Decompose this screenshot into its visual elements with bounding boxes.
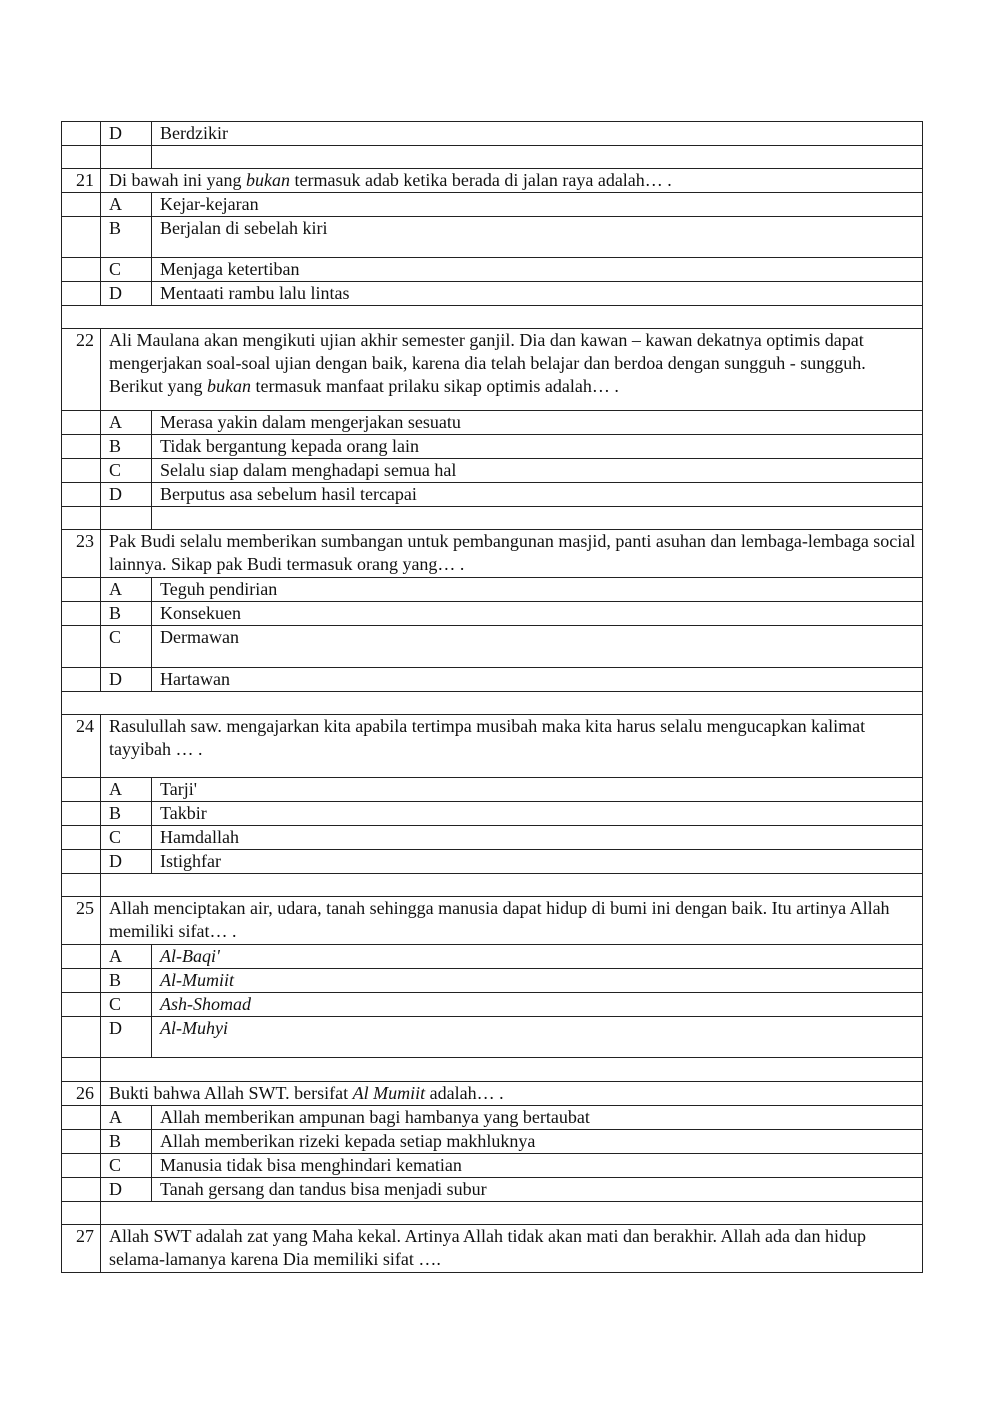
option-letter: D bbox=[101, 483, 152, 507]
option-letter: A bbox=[101, 193, 152, 217]
spacer-row bbox=[62, 1202, 923, 1225]
option-text: Takbir bbox=[152, 802, 923, 826]
option-row bbox=[62, 435, 923, 459]
option-letter: C bbox=[101, 258, 152, 282]
option-text: Berputus asa sebelum hasil tercapai bbox=[152, 483, 923, 507]
option-text: Hartawan bbox=[152, 668, 923, 692]
option-letter: B bbox=[101, 969, 152, 993]
option-letter: C bbox=[101, 993, 152, 1017]
option-row bbox=[62, 193, 923, 217]
option-text: Allah memberikan ampunan bagi hambanya yang bertaubat bbox=[152, 1106, 923, 1130]
option-row bbox=[62, 969, 923, 993]
option-letter: D bbox=[101, 282, 152, 306]
option-row bbox=[62, 217, 923, 258]
emphasis-text: bukan bbox=[206, 376, 251, 396]
question-row-21 bbox=[62, 169, 923, 193]
option-letter: B bbox=[101, 217, 152, 258]
option-letter: A bbox=[101, 1106, 152, 1130]
option-text: Al-Mumiit bbox=[152, 969, 923, 993]
question-number: 24 bbox=[62, 715, 101, 778]
option-row bbox=[62, 626, 923, 668]
option-row bbox=[62, 578, 923, 602]
option-letter: D bbox=[101, 668, 152, 692]
option-row bbox=[62, 1178, 923, 1202]
option-row bbox=[62, 802, 923, 826]
question-number: 22 bbox=[62, 329, 101, 411]
option-text: Berdzikir bbox=[152, 122, 923, 146]
option-text: Tanah gersang dan tandus bisa menjadi subur bbox=[152, 1178, 923, 1202]
option-text: Dermawan bbox=[152, 626, 923, 668]
option-row bbox=[62, 122, 923, 146]
option-row bbox=[62, 602, 923, 626]
option-letter: A bbox=[101, 411, 152, 435]
option-text: Al-Baqi' bbox=[152, 945, 923, 969]
question-number: 21 bbox=[62, 169, 101, 193]
option-letter: D bbox=[101, 122, 152, 146]
option-letter: C bbox=[101, 1154, 152, 1178]
option-row bbox=[62, 993, 923, 1017]
question-row-26 bbox=[62, 1082, 923, 1106]
option-row bbox=[62, 778, 923, 802]
question-number: 26 bbox=[62, 1082, 101, 1106]
option-row bbox=[62, 459, 923, 483]
option-row bbox=[62, 826, 923, 850]
spacer-row bbox=[62, 306, 923, 329]
question-text: Di bawah ini yang bukan termasuk adab ketika berada di jalan raya adalah… . bbox=[101, 169, 923, 193]
option-letter: B bbox=[101, 1130, 152, 1154]
option-letter: A bbox=[101, 578, 152, 602]
option-row bbox=[62, 1017, 923, 1058]
spacer-row bbox=[62, 1058, 923, 1082]
option-text: Menjaga ketertiban bbox=[152, 258, 923, 282]
quiz-table bbox=[61, 121, 923, 1273]
option-row bbox=[62, 850, 923, 874]
option-letter: D bbox=[101, 850, 152, 874]
option-row bbox=[62, 483, 923, 507]
option-row bbox=[62, 1130, 923, 1154]
question-number: 25 bbox=[62, 897, 101, 945]
option-text: Merasa yakin dalam mengerjakan sesuatu bbox=[152, 411, 923, 435]
question-text: Rasulullah saw. mengajarkan kita apabila tertimpa musibah maka kita harus selalu mengucapkan kalimat tayyibah … . bbox=[101, 715, 923, 778]
question-row-23 bbox=[62, 530, 923, 578]
option-text: Selalu siap dalam menghadapi semua hal bbox=[152, 459, 923, 483]
option-letter: D bbox=[101, 1017, 152, 1058]
option-text: Manusia tidak bisa menghindari kematian bbox=[152, 1154, 923, 1178]
option-row bbox=[62, 1154, 923, 1178]
question-number: 23 bbox=[62, 530, 101, 578]
emphasis-text: Al Mumiit bbox=[352, 1083, 426, 1103]
option-letter: C bbox=[101, 459, 152, 483]
option-row bbox=[62, 282, 923, 306]
question-row-27 bbox=[62, 1225, 923, 1273]
question-text: Pak Budi selalu memberikan sumbangan untuk pembangunan masjid, panti asuhan dan lembaga-lembaga social lainnya. Sikap pak Budi termasuk orang yang… . bbox=[101, 530, 923, 578]
option-text: Hamdallah bbox=[152, 826, 923, 850]
spacer-row bbox=[62, 507, 923, 530]
spacer-row bbox=[62, 692, 923, 715]
option-text: Teguh pendirian bbox=[152, 578, 923, 602]
question-text: Bukti bahwa Allah SWT. bersifat Al Mumiit adalah… . bbox=[101, 1082, 923, 1106]
option-row bbox=[62, 945, 923, 969]
option-letter: C bbox=[101, 826, 152, 850]
question-text: Ali Maulana akan mengikuti ujian akhir semester ganjil. Dia dan kawan – kawan dekatnya optimis dapat mengerjakan soal-soal ujian dengan baik, karena dia telah belajar dan berdoa dengan sungguh - sungguh. Berikut yang bukan termasuk manfaat prilaku sikap optimis adalah… . bbox=[101, 329, 923, 411]
option-text: Tarji' bbox=[152, 778, 923, 802]
option-letter: D bbox=[101, 1178, 152, 1202]
question-text: Allah SWT adalah zat yang Maha kekal. Artinya Allah tidak akan mati dan berakhir. Allah ada dan hidup selama-lamanya karena Dia memiliki sifat …. bbox=[101, 1225, 923, 1273]
option-text: Berjalan di sebelah kiri bbox=[152, 217, 923, 258]
option-letter: B bbox=[101, 802, 152, 826]
option-text: Ash-Shomad bbox=[152, 993, 923, 1017]
option-text: Al-Muhyi bbox=[152, 1017, 923, 1058]
option-letter: C bbox=[101, 626, 152, 668]
option-row bbox=[62, 1106, 923, 1130]
option-text: Istighfar bbox=[152, 850, 923, 874]
option-text: Tidak bergantung kepada orang lain bbox=[152, 435, 923, 459]
option-text: Allah memberikan rizeki kepada setiap makhluknya bbox=[152, 1130, 923, 1154]
question-row-24 bbox=[62, 715, 923, 778]
spacer-row bbox=[62, 146, 923, 169]
option-letter: B bbox=[101, 435, 152, 459]
question-number: 27 bbox=[62, 1225, 101, 1273]
spacer-row bbox=[62, 874, 923, 897]
number-cell bbox=[62, 122, 101, 146]
option-letter: A bbox=[101, 778, 152, 802]
question-row-25 bbox=[62, 897, 923, 945]
option-text: Mentaati rambu lalu lintas bbox=[152, 282, 923, 306]
question-row-22 bbox=[62, 329, 923, 411]
option-letter: A bbox=[101, 945, 152, 969]
option-row bbox=[62, 668, 923, 692]
option-row bbox=[62, 411, 923, 435]
question-text: Allah menciptakan air, udara, tanah sehingga manusia dapat hidup di bumi ini dengan baik. Itu artinya Allah memiliki sifat… . bbox=[101, 897, 923, 945]
option-text: Konsekuen bbox=[152, 602, 923, 626]
option-row bbox=[62, 258, 923, 282]
emphasis-text: bukan bbox=[245, 170, 290, 190]
option-text: Kejar-kejaran bbox=[152, 193, 923, 217]
option-letter: B bbox=[101, 602, 152, 626]
